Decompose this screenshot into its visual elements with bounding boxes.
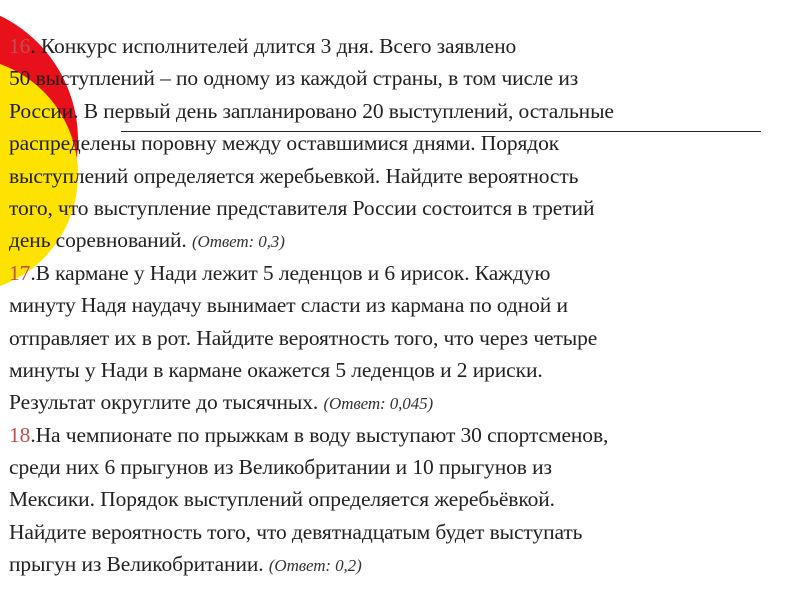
problem17-line-2: отправляет их в рот. Найдите вероятность того, что через четыре (9, 325, 598, 350)
problem16-line-5: того, что выступление представителя России состоится в третий (9, 195, 595, 220)
problem17-line-0 (9, 257, 784, 289)
problem17-last-line: Результат округлите до тысячных. (9, 390, 319, 415)
problem16-dot: . (30, 34, 41, 58)
problem17-answer: (Ответ: 0,045) (323, 394, 434, 414)
problem17-line-1: минуту Надя наудачу вынимает сласти из кармана по одной и (9, 293, 568, 318)
problem16-line-0 (9, 30, 784, 62)
problem16-answer: (Ответ: 0,3) (191, 232, 285, 252)
problem17-first-line: .В кармане у Нади лежит 5 леденцов и 6 ирисок. Каждую (30, 260, 551, 285)
problem17-line-4 (9, 386, 784, 418)
problem16-line-3: распределены поровну между оставшимися днями. Порядок (9, 131, 560, 156)
problem18-number: 18 (9, 422, 31, 447)
problem16-line-6 (9, 224, 784, 256)
problem18-answer: (Ответ: 0,2) (268, 556, 362, 576)
problem18-line-3: Найдите вероятность того, что девятнадцатым будет выступать (9, 519, 583, 544)
problem16-number: 16 (9, 34, 31, 58)
problem18-line-0 (9, 419, 784, 451)
problem16-line-1: 50 выступлений – по одному из каждой страны, в том числе из (9, 66, 579, 91)
problem16-line-4: выступлений определяется жеребьевкой. Найдите вероятность (9, 163, 579, 188)
problem18-line-4 (9, 548, 784, 580)
problem18-first-line: .На чемпионате по прыжкам в воду выступают 30 спортсменов, (30, 422, 609, 447)
problem18-last-line: прыгун из Великобритании. (9, 552, 264, 577)
problem16-line-2: России. В первый день запланировано 20 выступлений, остальные (9, 98, 614, 123)
problem18-line-2: Мексики. Порядок выступлений определяется жеребьёвкой. (9, 487, 555, 512)
problem-text (9, 30, 784, 581)
problem16-last-line: день соревнований. (9, 228, 187, 253)
problem17-line-3: минуты у Нади в кармане окажется 5 леденцов и 2 ириски. (9, 357, 543, 382)
problem18-line-1: среди них 6 прыгунов из Великобритании и 10 прыгунов из (9, 455, 552, 480)
problem17-number: 17 (9, 260, 31, 285)
problem16-text-0: Конкурс исполнителей длится 3 дня. Всего заявлено (40, 34, 517, 58)
